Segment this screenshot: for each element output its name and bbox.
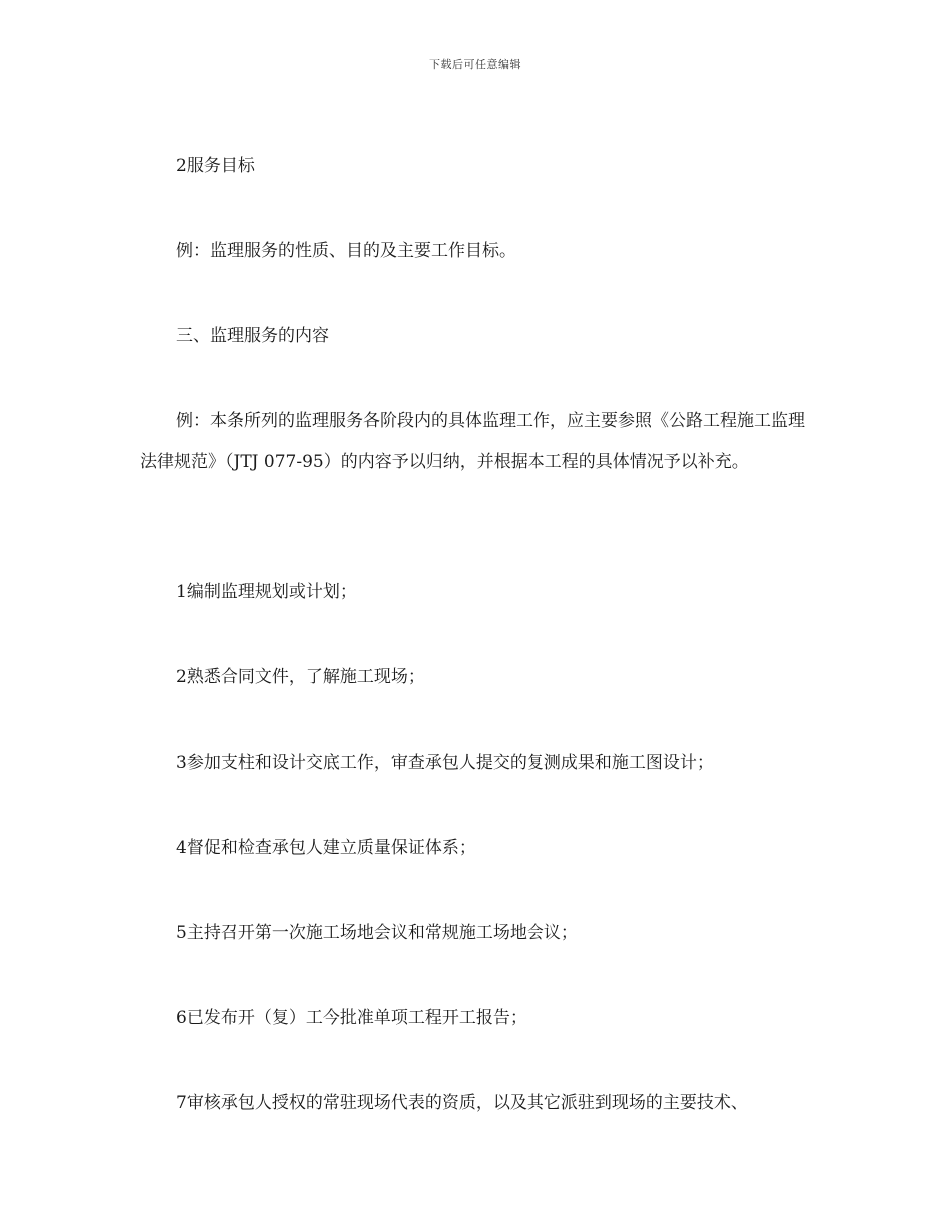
list-item-7: 7审核承包人授权的常驻现场代表的资质，以及其它派驻到现场的主要技术、 — [176, 1093, 748, 1113]
header-note: 下载后可任意编辑 — [429, 58, 521, 71]
example-paragraph-multiline: 例：本条所列的监理服务各阶段内的具体监理工作，应主要参照《公路工程施工监理法律规范》（JTJ 077-95）的内容予以归纳，并根据本工程的具体情况予以补充。 — [140, 411, 805, 472]
list-item-6: 6已发布开（复）工今批准单项工程开工报告； — [176, 1008, 527, 1028]
section-heading-service-content: 三、监理服务的内容 — [176, 326, 329, 346]
list-item-3: 3参加支柱和设计交底工作，审查承包人提交的复测成果和施工图设计； — [176, 753, 714, 773]
example-paragraph: 例：监理服务的性质、目的及主要工作目标。 — [176, 241, 516, 261]
list-item-2: 2熟悉合同文件，了解施工现场； — [176, 667, 425, 687]
list-item-4: 4督促和检查承包人建立质量保证体系； — [176, 838, 476, 858]
list-item-1: 1编制监理规划或计划； — [176, 582, 357, 602]
section-heading-service-goal: 2服务目标 — [176, 156, 255, 176]
list-item-5: 5主持召开第一次施工场地会议和常规施工场地会议； — [176, 923, 578, 943]
